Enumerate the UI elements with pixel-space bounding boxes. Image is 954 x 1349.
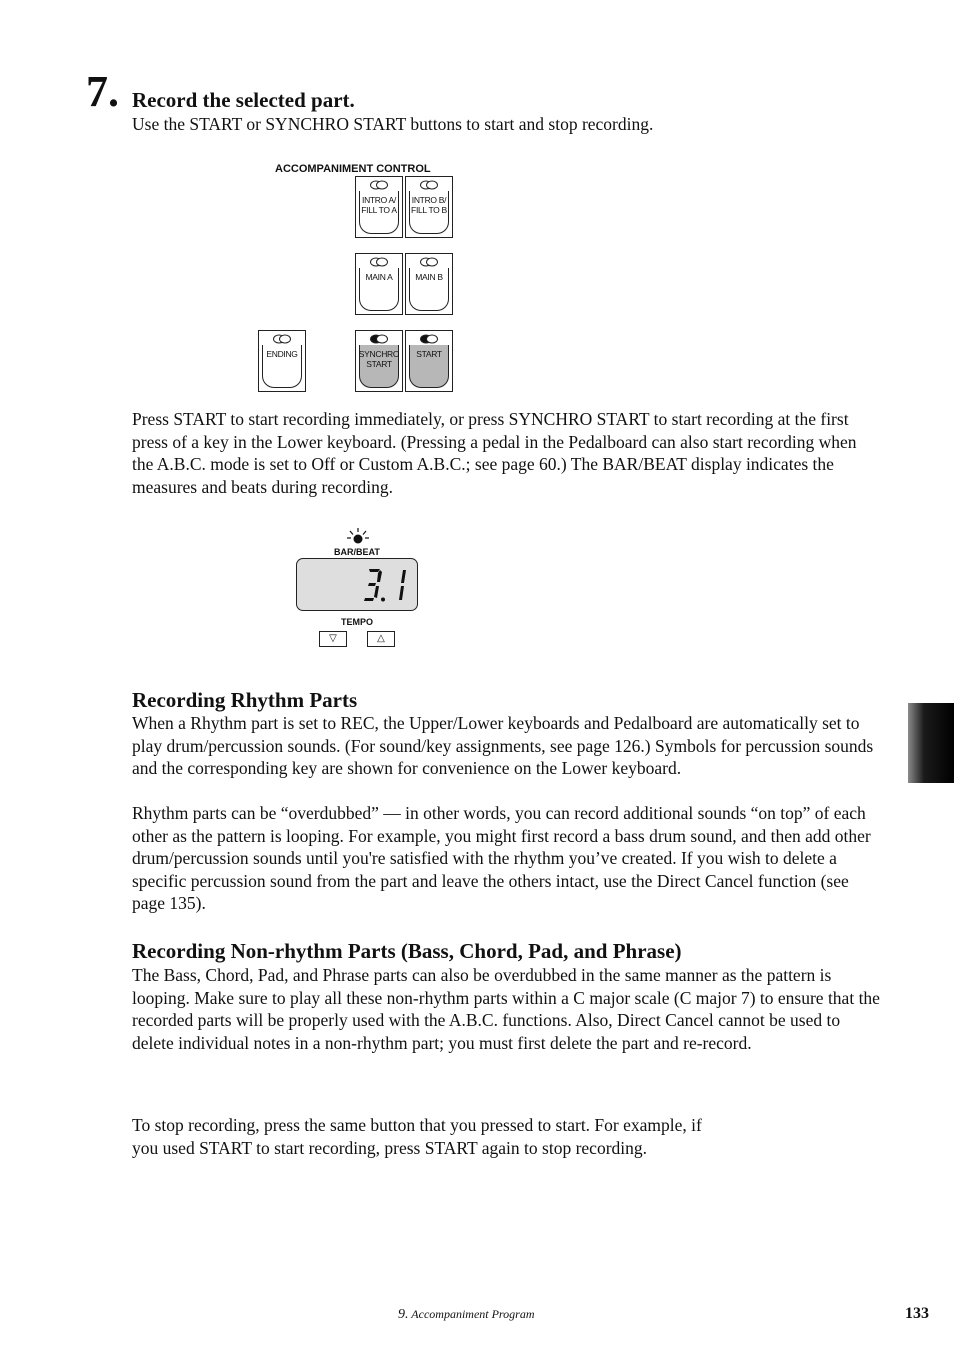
led-indicator-off-icon — [369, 180, 389, 190]
bar-beat-display — [296, 558, 418, 611]
main-b-button[interactable] — [405, 253, 453, 315]
segment-readout-icon — [363, 567, 411, 603]
led-indicator-off-icon — [419, 180, 439, 190]
triangle-up-icon: △ — [377, 633, 385, 644]
intro-b-button[interactable] — [405, 176, 453, 238]
page-number: 133 — [905, 1305, 929, 1322]
chapter-side-tab — [908, 703, 954, 783]
button-label: INTRO B/ FILL TO B — [411, 195, 447, 215]
button-label: MAIN B — [415, 272, 443, 282]
start-explanation-paragraph: Press START to start recording immediately, or press SYNCHRO START to start recording at the first press of a key in the Lower keyboard. (Pressing a pedal in the Pedalboard can also start recording when the A.B.C. mode is set to Off or Custom A.B.C.; see page 60.) The BAR/BEAT display indicates the measures and beats during recording. — [132, 409, 857, 497]
triangle-down-icon: ▽ — [329, 633, 337, 644]
footer-chapter-name: Accompaniment Program — [411, 1307, 535, 1321]
start-button[interactable] — [405, 330, 453, 392]
led-indicator-off-icon — [369, 257, 389, 267]
led-indicator-on-icon — [369, 334, 389, 344]
step-title: Record the selected part. — [132, 88, 355, 112]
button-label: MAIN A — [365, 272, 393, 282]
beat-lamp-icon — [346, 527, 370, 545]
button-label: INTRO A/ FILL TO A — [361, 195, 397, 215]
stop-recording-line-2: you used START to start recording, press START again to stop recording. — [132, 1138, 648, 1158]
step-description: Use the START or SYNCHRO START buttons to start and stop recording. — [132, 114, 654, 134]
footer-chapter-number: 9. — [398, 1307, 409, 1322]
footer-chapter-title — [398, 1307, 535, 1323]
button-label: ENDING — [266, 349, 298, 359]
step-number: 7. — [86, 67, 119, 116]
led-indicator-off-icon — [419, 257, 439, 267]
rhythm-paragraph-1: When a Rhythm part is set to REC, the Upper/Lower keyboards and Pedalboard are automatically set to play drum/percussion sounds. (For sound/key assignments, see page 126.) Symbols for percussion sounds and the corresponding key are shown for convenience on the Lower keyboard. — [132, 713, 874, 779]
intro-a-button[interactable] — [355, 176, 403, 238]
nonrhythm-paragraph: The Bass, Chord, Pad, and Phrase parts can also be overdubbed in the same manner as the pattern is looping. Make sure to play all these non-rhythm parts within a C major scale (C major 7) to ensure that the recorded parts will be properly used with the A.B.C. functions. Also, Direct Cancel cannot be used to delete individual notes in a non-rhythm part; you must first delete the part and re-record. — [132, 965, 880, 1053]
button-label: SYNCHRO START — [358, 349, 400, 369]
synchro-start-button[interactable] — [355, 330, 403, 392]
rhythm-heading: Recording Rhythm Parts — [132, 688, 358, 712]
ending-button[interactable] — [258, 330, 306, 392]
led-indicator-off-icon — [272, 334, 292, 344]
button-label: START — [416, 349, 442, 359]
bar-beat-label: BAR/BEAT — [334, 547, 380, 557]
panel-title: ACCOMPANIMENT CONTROL — [275, 163, 431, 175]
tempo-up-button[interactable] — [367, 631, 395, 647]
rhythm-paragraph-2: Rhythm parts can be “overdubbed” — in other words, you can record additional sounds “on top” of each other as the pattern is looping. For example, you might first record a bass drum sound, and then add other drum/percussion sounds until you're satisfied with the rhythm you’ve created. If you wish to delete a specific percussion sound from the part and leave the others intact, use the Direct Cancel function (see page 135). — [132, 803, 871, 914]
led-indicator-on-icon — [419, 334, 439, 344]
tempo-label: TEMPO — [341, 617, 374, 627]
tempo-down-button[interactable] — [319, 631, 347, 647]
stop-recording-line-1: To stop recording, press the same button that you pressed to start. For example, if — [132, 1115, 702, 1135]
nonrhythm-heading: Recording Non-rhythm Parts (Bass, Chord, Pad, and Phrase) — [132, 939, 682, 963]
main-a-button[interactable] — [355, 253, 403, 315]
